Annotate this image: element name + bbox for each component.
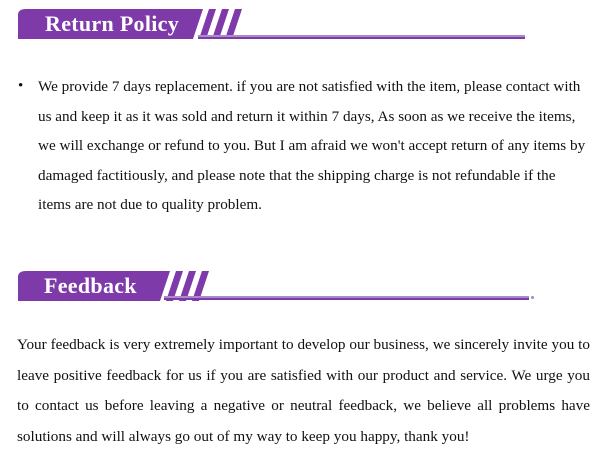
decorative-dot	[531, 296, 534, 299]
bullet-marker: •	[18, 78, 24, 94]
return-policy-text: We provide 7 days replacement. if you are not satisfied with the item, please contact with us and keep it as it was sold and return it within 7 days, As soon as we receive the items, we will exchange or refund to you. But I am afraid we won't accept return of any items by damaged factitiously, and please note that the shipping charge is not refundable if the items are not due to quality problem.	[38, 78, 586, 213]
return-policy-header	[18, 9, 528, 39]
feedback-header	[18, 271, 538, 301]
feedback-title: Feedback	[44, 273, 137, 298]
return-policy-title: Return Policy	[45, 11, 180, 36]
feedback-text: Your feedback is very extremely important to develop our business, we sincerely invite you to leave positive feedback for us if you are satisfied with our product and service. We urge you to contact us before leaving a negative or neutral feedback, we believe all problems have solutions and will always go out of my way to keep you happy, thank you!	[17, 336, 590, 445]
